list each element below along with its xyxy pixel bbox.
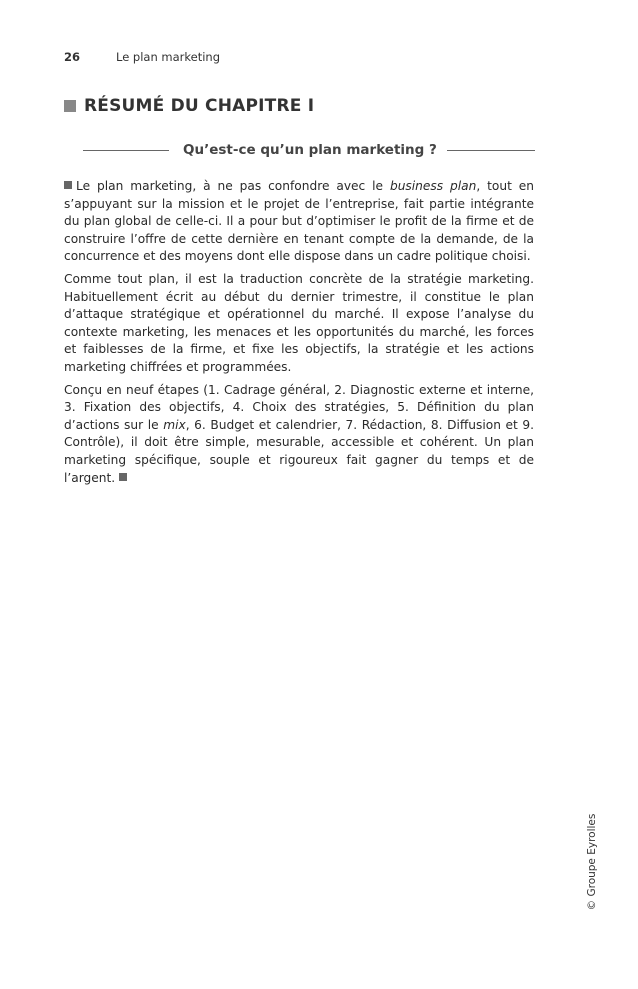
page-number: 26: [64, 50, 81, 64]
square-bullet-icon: [64, 100, 76, 112]
paragraph-1-start: Le plan marketing, à ne pas confondre avec le: [76, 179, 390, 193]
copyright-credit: [584, 813, 600, 911]
section-heading-text: Qu’est-ce qu’un plan marketing ?: [183, 142, 437, 158]
running-head: [64, 50, 220, 64]
section-heading: [83, 142, 535, 158]
paragraph-1: [64, 178, 534, 266]
copyright-text: © Groupe Eyrolles: [586, 813, 598, 911]
paragraph-3: [64, 382, 534, 488]
paragraph-2: Comme tout plan, il est la traduction concrète de la stratégie marketing. Habituellement écrit au début du dernier trimestre, il constitue le plan d’attaque stratégique et opérationnel du marché. Il expose l’analyse du contexte marketing, les menaces et les opportunités du marché, les forces et faiblesses de la firme, et fixe les objectifs, la stratégie et les actions marketing chiffrées et programmées.: [64, 271, 534, 374]
heading-rule-left: [83, 150, 169, 151]
heading-rule-right: [447, 150, 535, 151]
paragraph-3-italic: mix: [163, 417, 186, 432]
paragraph-3-end: , 6. Budget et calendrier, 7. Rédaction, 8. Diffusion et 9. Contrôle), il doit être simple, mesurable, accessible et cohérent. Un plan marketing spécifique, souple et rigoureux fait gagner du temps et de l’argent.: [64, 417, 534, 485]
end-square-icon: [119, 473, 127, 481]
chapter-title-text: RÉSUMÉ DU CHAPITRE I: [84, 96, 315, 116]
paragraph-1-italic: business plan: [389, 179, 477, 193]
paragraph-1-end: , tout en s’appuyant sur la mission et le projet de l’entreprise, fait partie intégrante du plan global de celle-ci. Il a pour but d’optimiser le profit de la firme et de construire l’offre de cette dernière en tenant compte de la demande, de la concurrence et des moyens dont elle dispose dans un cadre politique choisi.: [64, 179, 534, 264]
square-bullet-icon: [64, 181, 72, 189]
chapter-title: [64, 96, 314, 116]
paragraph-3-start: Conçu en neuf étapes (1. Cadrage général, 2. Diagnostic externe et interne, 3. Fixation des objectifs, 4. Choix des stratégies, 5. Définition du plan d’actions sur le: [64, 382, 534, 432]
running-head-title: Le plan marketing: [116, 50, 221, 64]
summary-body: [64, 178, 534, 492]
